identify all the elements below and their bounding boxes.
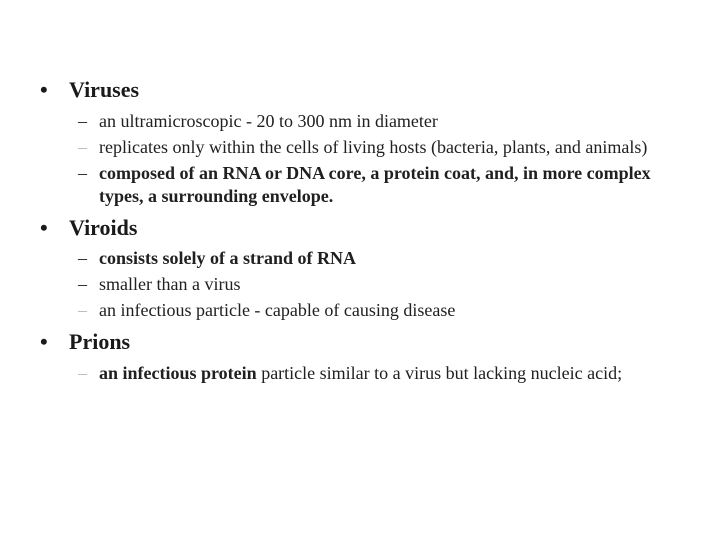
item-text-bold: an infectious protein	[99, 363, 257, 383]
item-text: composed of an RNA or DNA core, a protein coat, and, in more complex types, a surrounding envelope.	[99, 163, 651, 206]
dash-icon: –	[78, 137, 87, 157]
item-text: replicates only within the cells of living hosts (bacteria, plants, and animals)	[99, 137, 648, 157]
list-item	[40, 162, 680, 208]
list-item	[40, 247, 680, 270]
heading-viroids	[40, 214, 680, 242]
heading-prions	[40, 328, 680, 356]
item-text: consists solely of a strand of RNA	[99, 248, 357, 268]
dash-icon: –	[78, 363, 87, 383]
section-prions	[40, 328, 680, 385]
viroids-list	[40, 247, 680, 322]
list-item	[40, 273, 680, 296]
bullet-icon: •	[40, 77, 48, 102]
bullet-icon: •	[40, 329, 48, 354]
item-text: smaller than a virus	[99, 274, 241, 294]
item-text	[99, 363, 622, 383]
heading-text: Viruses	[69, 77, 140, 102]
item-text: an infectious particle - capable of causing disease	[99, 300, 456, 320]
list-item	[40, 299, 680, 322]
dash-icon: –	[78, 163, 87, 183]
dash-icon: –	[78, 111, 87, 131]
prions-list	[40, 362, 680, 385]
list-item	[40, 110, 680, 133]
item-text: an ultramicroscopic - 20 to 300 nm in diameter	[99, 111, 438, 131]
heading-viruses	[40, 76, 680, 104]
heading-text: Viroids	[69, 215, 138, 240]
heading-text: Prions	[69, 329, 131, 354]
section-viruses	[40, 76, 680, 208]
list-item	[40, 362, 680, 385]
dash-icon: –	[78, 274, 87, 294]
item-text-rest: particle similar to a virus but lacking nucleic acid;	[256, 363, 623, 383]
dash-icon: –	[78, 300, 87, 320]
bullet-icon: •	[40, 215, 48, 240]
slide-content	[40, 76, 680, 391]
viruses-list	[40, 110, 680, 208]
list-item	[40, 136, 680, 159]
section-viroids	[40, 214, 680, 322]
dash-icon: –	[78, 248, 87, 268]
